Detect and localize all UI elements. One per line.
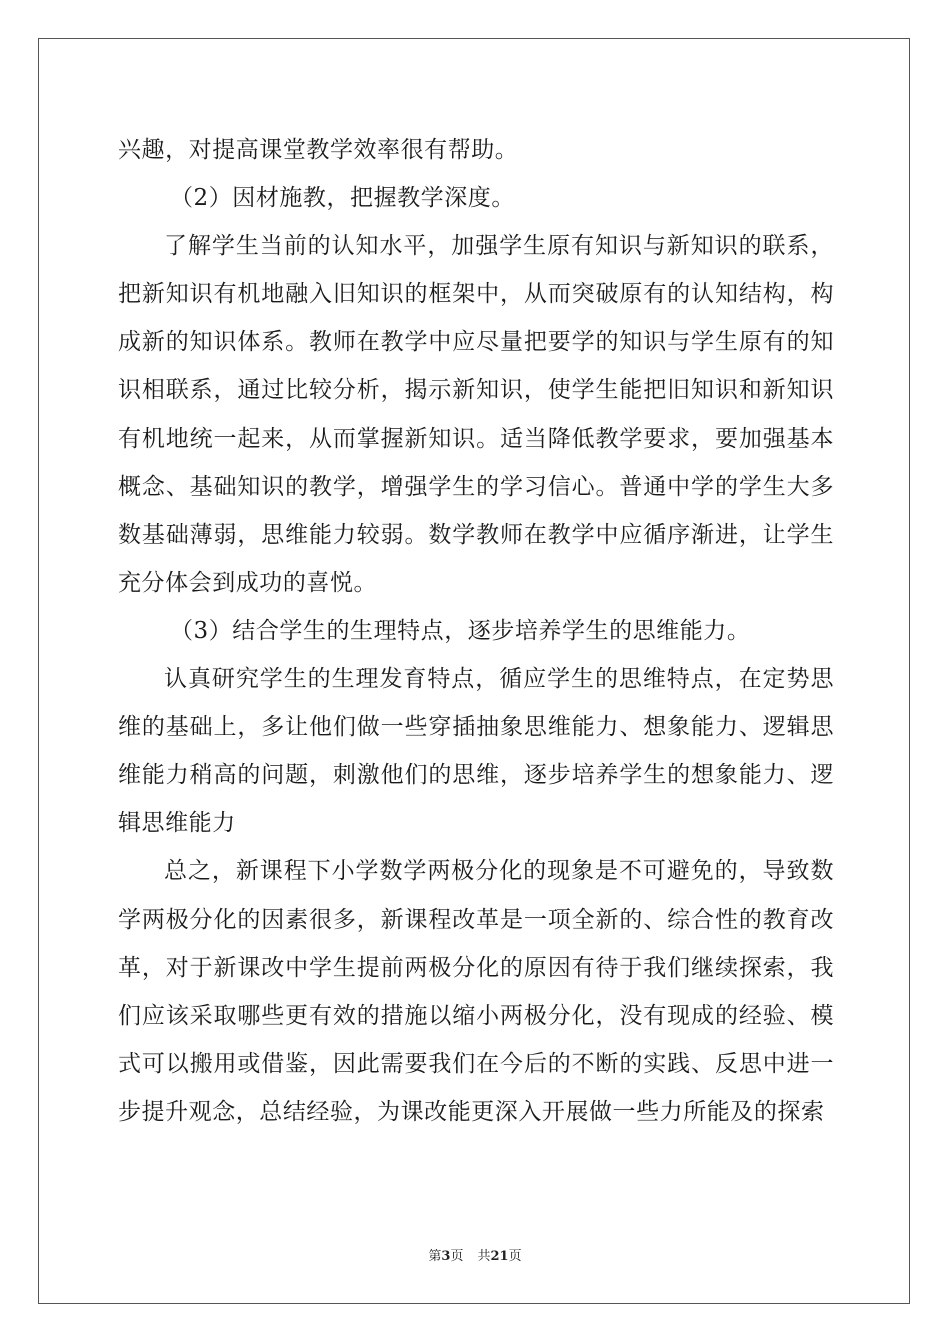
- paragraph-body: 了解学生当前的认知水平，加强学生原有知识与新知识的联系，把新知识有机地融入旧知识的框架中，从而突破原有的认知结构，构成新的知识体系。教师在教学中应尽量把要学的知识与学生原有的知识相联系，通过比较分析，揭示新知识，使学生能把旧知识和新知识有机地统一起来，从而掌握新知识。适当降低教学要求，要加强基本概念、基础知识的教学，增强学生的学习信心。普通中学的学生大多数基础薄弱，思维能力较弱。数学教师在教学中应循序渐进，让学生充分体会到成功的喜悦。: [118, 233, 834, 596]
- paragraph-conclusion: 总之，新课程下小学数学两极分化的现象是不可避免的，导致数学两极分化的因素很多，新课程改革是一项全新的、综合性的教育改革，对于新课改中学生提前两极分化的原因有待于我们继续探索，我们应该采取哪些更有效的措施以缩小两极分化，没有现成的经验、模式可以搬用或借鉴，因此需要我们在今后的不断的实践、反思中进一步提升观念，总结经验，为课改能更深入开展做一些力所能及的探索: [118, 858, 834, 1125]
- section-heading-3: （3）结合学生的生理特点，逐步培养学生的思维能力。: [170, 617, 751, 644]
- footer-total-suffix: 页: [508, 1249, 522, 1264]
- footer-page-number: 3: [441, 1249, 451, 1264]
- section-heading-2: （2）因材施教，把握教学深度。: [170, 185, 515, 212]
- document-body: [118, 126, 834, 1136]
- footer-page-prefix: 第: [428, 1249, 442, 1264]
- paragraph-body: 认真研究学生的生理发育特点，循应学生的思维特点，在定势思维的基础上，多让他们做一些穿插抽象思维能力、想象能力、逻辑思维能力稍高的问题，刺激他们的思维，逐步培养学生的想象能力、逻辑思维能力: [118, 666, 834, 837]
- footer-page-suffix: 页: [450, 1249, 464, 1264]
- footer-total-prefix: 共: [477, 1249, 491, 1264]
- page-footer: [0, 1245, 950, 1264]
- footer-total-pages: 21: [490, 1249, 509, 1264]
- paragraph-continuation: 兴趣，对提高课堂教学效率很有帮助。: [118, 137, 519, 163]
